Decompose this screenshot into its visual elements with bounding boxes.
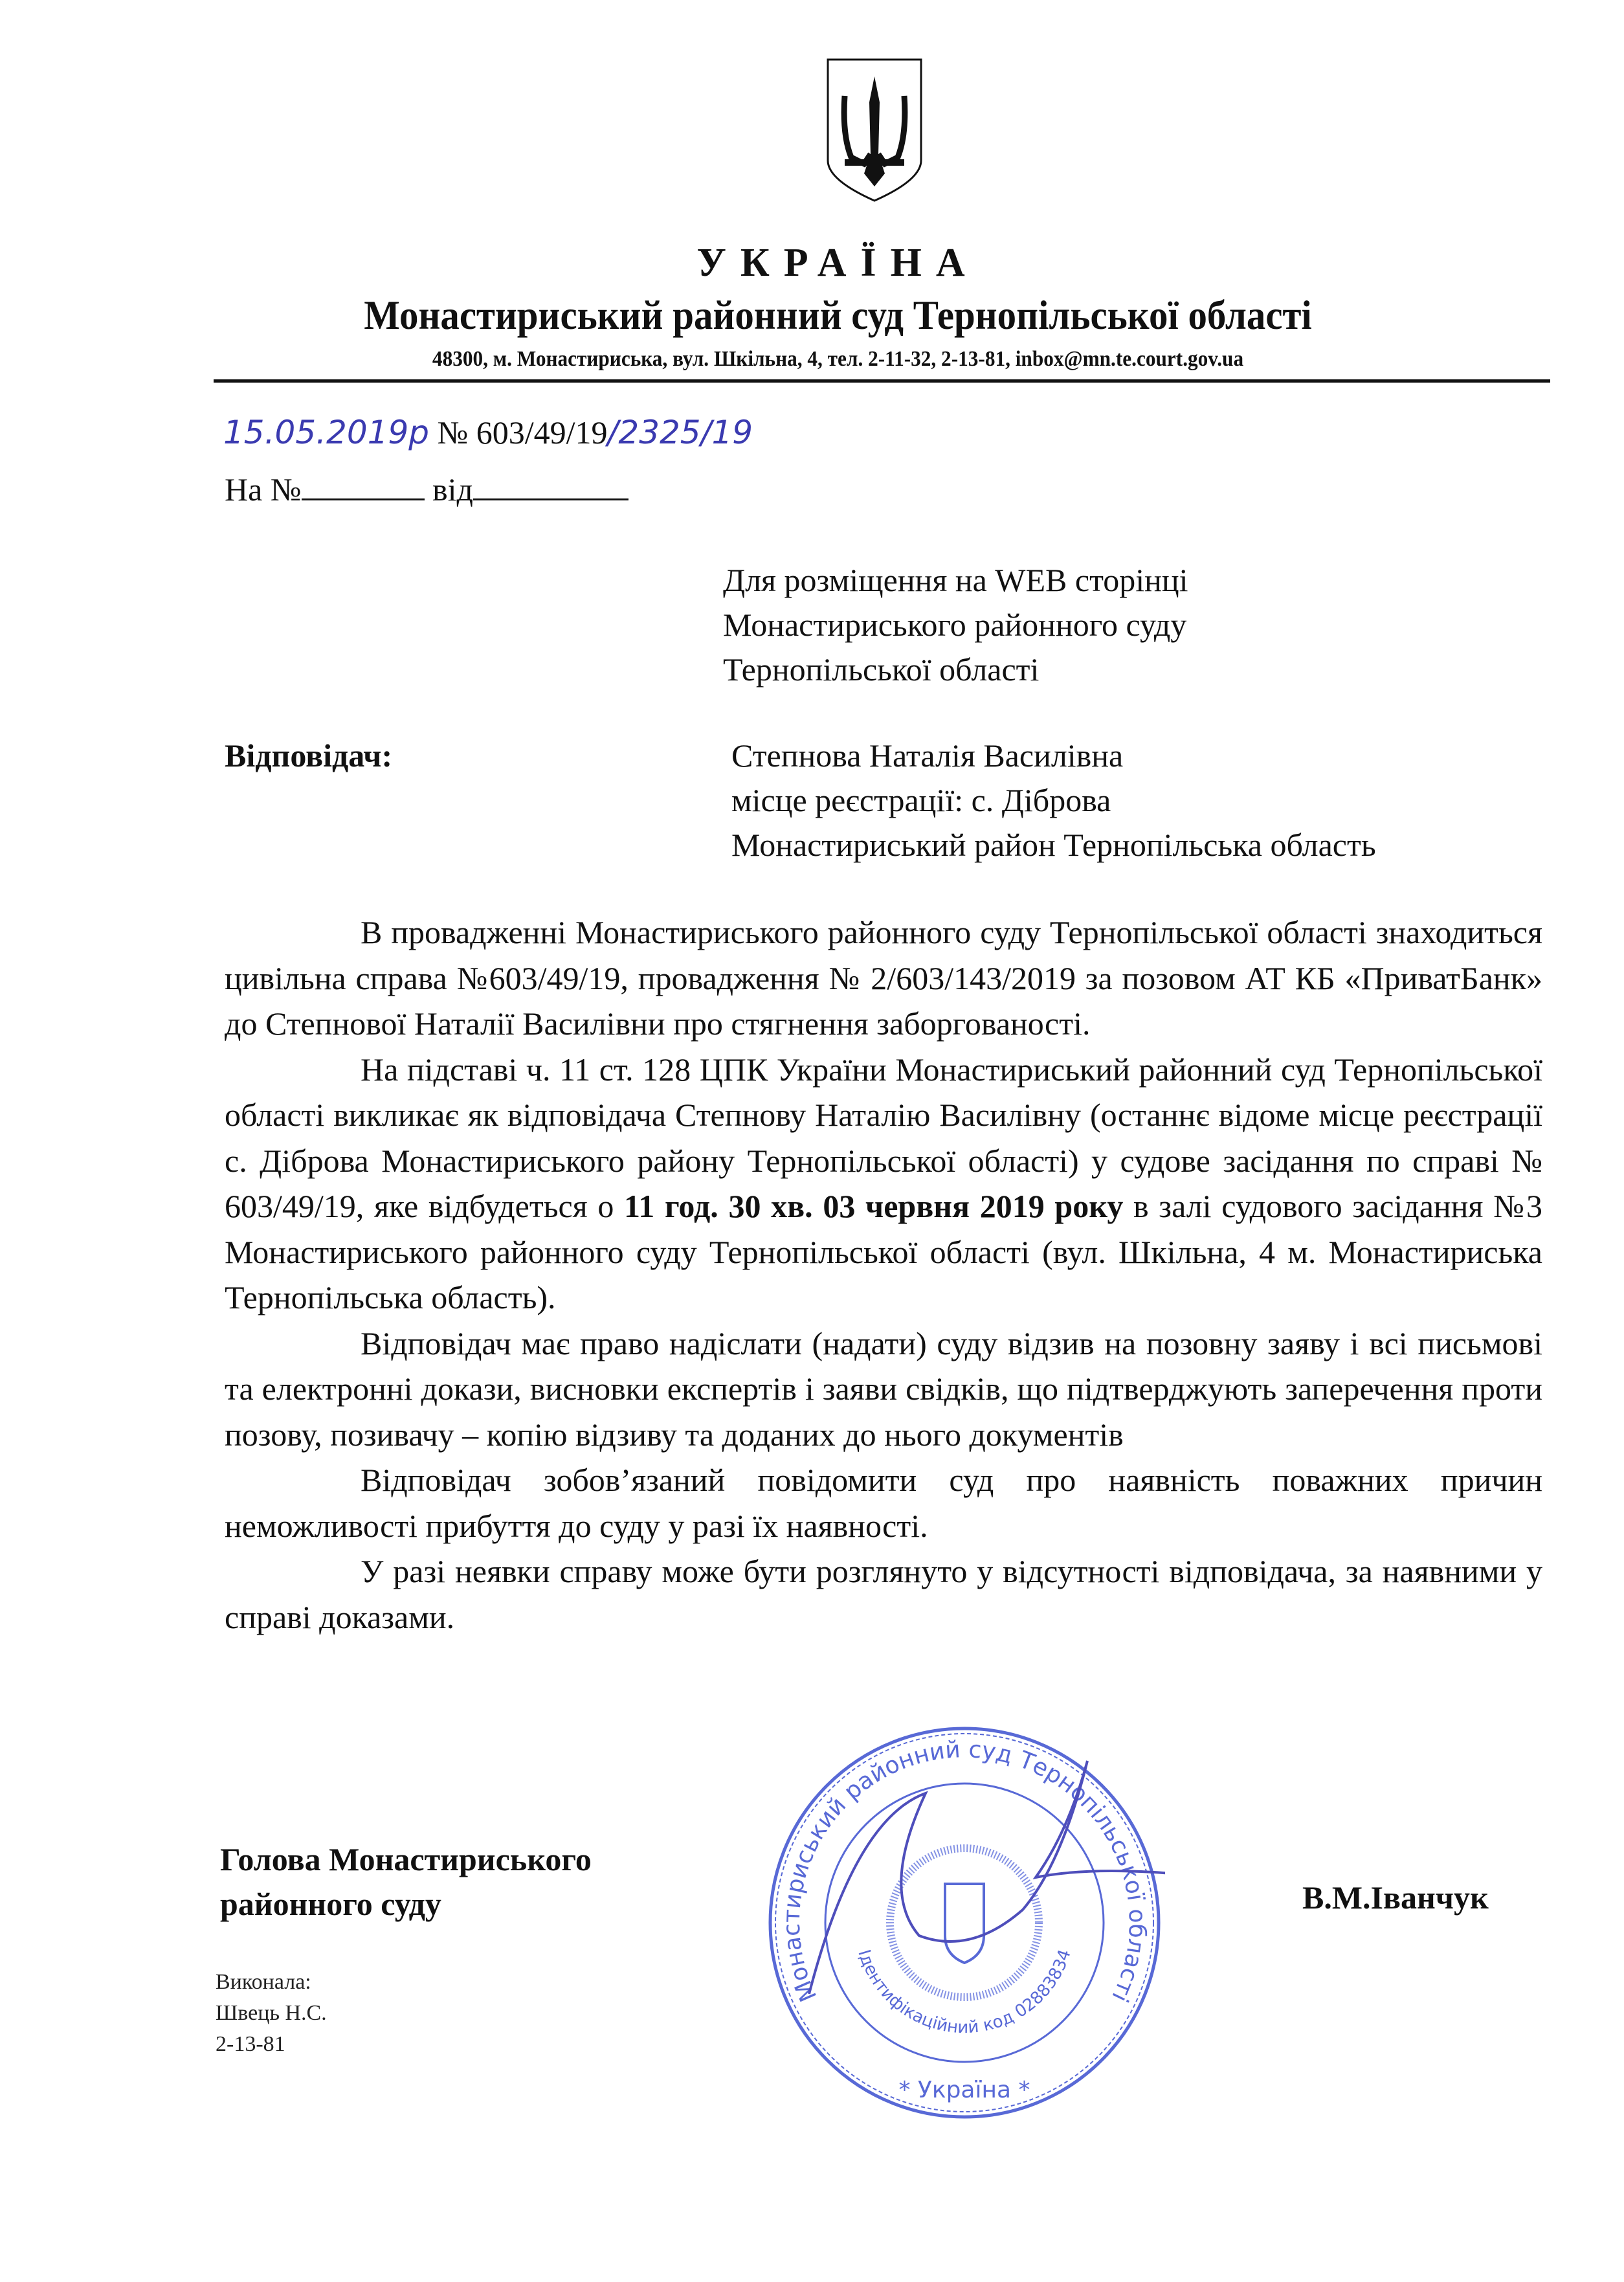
signatory-title-line: районного суду	[220, 1886, 441, 1922]
stamp-inner-text: Ідентифікаційний код 02883834	[854, 1947, 1075, 2038]
paragraph-obligation: Відповідач зобов’язаний повідомити суд про наявність поважних причин неможливості прибуття до суду у разі їх наявності.	[225, 1462, 1542, 1544]
defendant-label: Відповідач:	[225, 737, 393, 774]
summons-text-end: в залі судового засідання №3 Монастириського районного суду Тернопільської області (вул. Шкільна, 4 м. Монастириська Тернопільська область).	[225, 1188, 1542, 1315]
defendant-registration: місце реєстрації: с. Діброва	[731, 782, 1111, 818]
paragraph-rights: Відповідач має право надіслати (надати) суду відзив на позовну заяву і всі письмові та електронні докази, висновки експертів і заяви свідків, що підтверджують заперечення проти позову, позивачу – копію відзиву та доданих до нього документів	[225, 1325, 1542, 1453]
handwritten-registration: /2325/19	[607, 414, 753, 451]
hearing-datetime: 11 год. 30 хв. 03 червня 2019 року	[624, 1188, 1124, 1224]
paragraph-summons	[225, 1047, 1542, 1321]
coat-of-arms-icon	[825, 57, 924, 203]
paragraph-absence: У разі неявки справу може бути розглянуто у відсутності відповідача, за наявними у справі доказами.	[225, 1553, 1542, 1635]
signatory-title-line: Голова Монастириського	[220, 1841, 592, 1877]
svg-text:Ідентифікаційний код 02883834	[854, 1947, 1075, 2037]
signatory-name: В.М.Іванчук	[1302, 1879, 1489, 1916]
letter-body	[225, 910, 1542, 1640]
defendant-region: Монастириський район Тернопільська область	[731, 827, 1376, 863]
court-seal-stamp	[764, 1722, 1165, 2123]
stamp-bottom-text: * Україна *	[898, 2077, 1030, 2103]
reply-number-blank	[302, 467, 425, 500]
country-title: УКРАЇНА	[696, 241, 979, 285]
paragraph-case: В провадженні Монастириського районного суду Тернопільської області знаходиться цивільна справа №603/49/19, провадження № 2/603/143/2019 за позовом АТ КБ «ПриватБанк» до Степнової Наталії Василівни про стягнення заборгованості.	[225, 914, 1542, 1042]
executor-name: Швець Н.С.	[216, 2001, 327, 2025]
reply-date-blank	[473, 467, 628, 500]
addressee-line: Тернопільської області	[723, 651, 1040, 688]
reply-number-label: На №	[225, 471, 302, 508]
outgoing-number-line	[223, 414, 753, 452]
defendant-name: Степнова Наталія Василівна	[731, 737, 1124, 774]
executor-block	[216, 1967, 327, 2060]
executor-label: Виконала:	[216, 1970, 311, 1994]
addressee-block	[723, 558, 1188, 692]
court-name: Монастириський районний суд Тернопільської області	[364, 292, 1312, 338]
executor-phone: 2-13-81	[216, 2032, 285, 2056]
defendant-block	[731, 733, 1376, 867]
addressee-line: Для розміщення на WEB сторінці	[723, 562, 1188, 598]
reply-from-label: від	[432, 471, 473, 508]
addressee-line: Монастириського районного суду	[723, 607, 1187, 643]
header-divider	[214, 379, 1550, 383]
case-number: № 603/49/19	[437, 414, 608, 451]
reply-reference-line	[225, 467, 628, 509]
court-address: 48300, м. Монастириська, вул. Шкільна, 4, тел. 2-11-32, 2-13-81, inbox@mn.te.court.gov.ua	[432, 347, 1244, 371]
signatory-title	[220, 1837, 592, 1927]
summons-text: На підставі ч. 11 ст. 128 ЦПК України Монастириський районний суд Тернопільської області викликає як відповідача Степнову Наталію Василівну (останнє відоме місце реєстрації с. Діброва Монастириського району Тернопільської області) у судове засідання по справі № 603/49/19, яке відбудеться о	[225, 1051, 1542, 1224]
stamp-outer-text: Монастириський районний суд Тернопільської області	[778, 1736, 1151, 2006]
handwritten-date: 15.05.2019р	[223, 414, 430, 451]
